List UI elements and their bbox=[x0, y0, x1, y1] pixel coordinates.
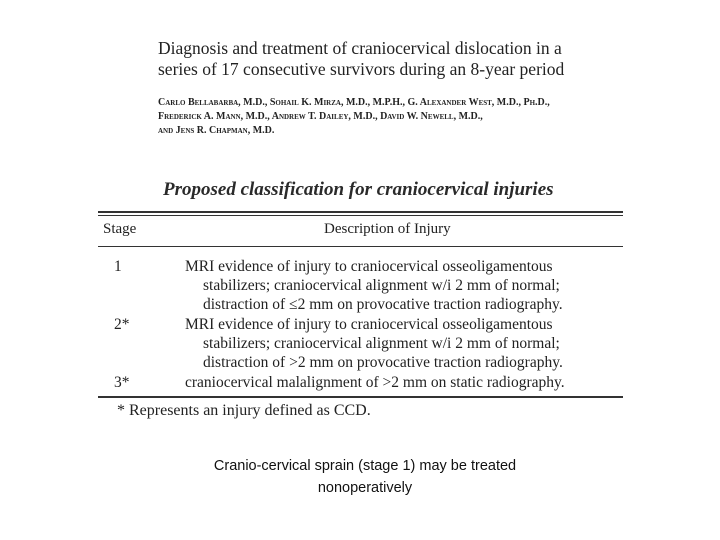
slide-caption bbox=[160, 455, 570, 499]
description-line: distraction of >2 mm on provocative traction radiography. bbox=[203, 354, 563, 371]
description-line: craniocervical malalignment of >2 mm on static radiography. bbox=[185, 374, 565, 391]
table-bottom-rule bbox=[98, 396, 623, 398]
paper-title-line: Diagnosis and treatment of craniocervical dislocation in a bbox=[158, 38, 562, 58]
description-cell bbox=[185, 315, 625, 372]
stage-cell: 1 bbox=[114, 258, 122, 275]
author-line: Carlo Bellabarba, M.D., Sohail K. Mirza, M.D., M.P.H., G. Alexander West, M.D., Ph.D., bbox=[158, 97, 550, 108]
description-line: MRI evidence of injury to craniocervical osseoligamentous bbox=[185, 316, 553, 333]
author-line: Frederick A. Mann, M.D., Andrew T. Dailey, M.D., David W. Newell, M.D., bbox=[158, 111, 483, 122]
description-line: MRI evidence of injury to craniocervical osseoligamentous bbox=[185, 258, 553, 275]
column-header-stage: Stage bbox=[103, 221, 137, 237]
stage-cell: 3* bbox=[114, 374, 130, 391]
author-line: and Jens R. Chapman, M.D. bbox=[158, 125, 275, 136]
column-header-description: Description of Injury bbox=[324, 221, 451, 237]
table-top-rule bbox=[98, 211, 623, 213]
table-header-rule bbox=[98, 246, 623, 247]
description-line: stabilizers; craniocervical alignment w/i 2 mm of normal; bbox=[203, 335, 560, 352]
description-cell bbox=[185, 373, 625, 392]
table-title: Proposed classification for craniocervical injuries bbox=[163, 179, 554, 200]
caption-line: nonoperatively bbox=[317, 480, 413, 496]
stage-cell: 2* bbox=[114, 316, 130, 333]
description-cell bbox=[185, 257, 625, 314]
table-footnote: * Represents an injury defined as CCD. bbox=[117, 402, 371, 419]
description-line: stabilizers; craniocervical alignment w/i 2 mm of normal; bbox=[203, 277, 560, 294]
description-line: distraction of ≤2 mm on provocative traction radiography. bbox=[203, 296, 563, 313]
table-top-rule-inner bbox=[98, 215, 623, 216]
paper-title-line: series of 17 consecutive survivors during an 8-year period bbox=[158, 59, 565, 79]
paper-title bbox=[158, 38, 618, 80]
author-list bbox=[158, 96, 628, 138]
caption-line: Cranio-cervical sprain (stage 1) may be treated bbox=[213, 458, 517, 474]
